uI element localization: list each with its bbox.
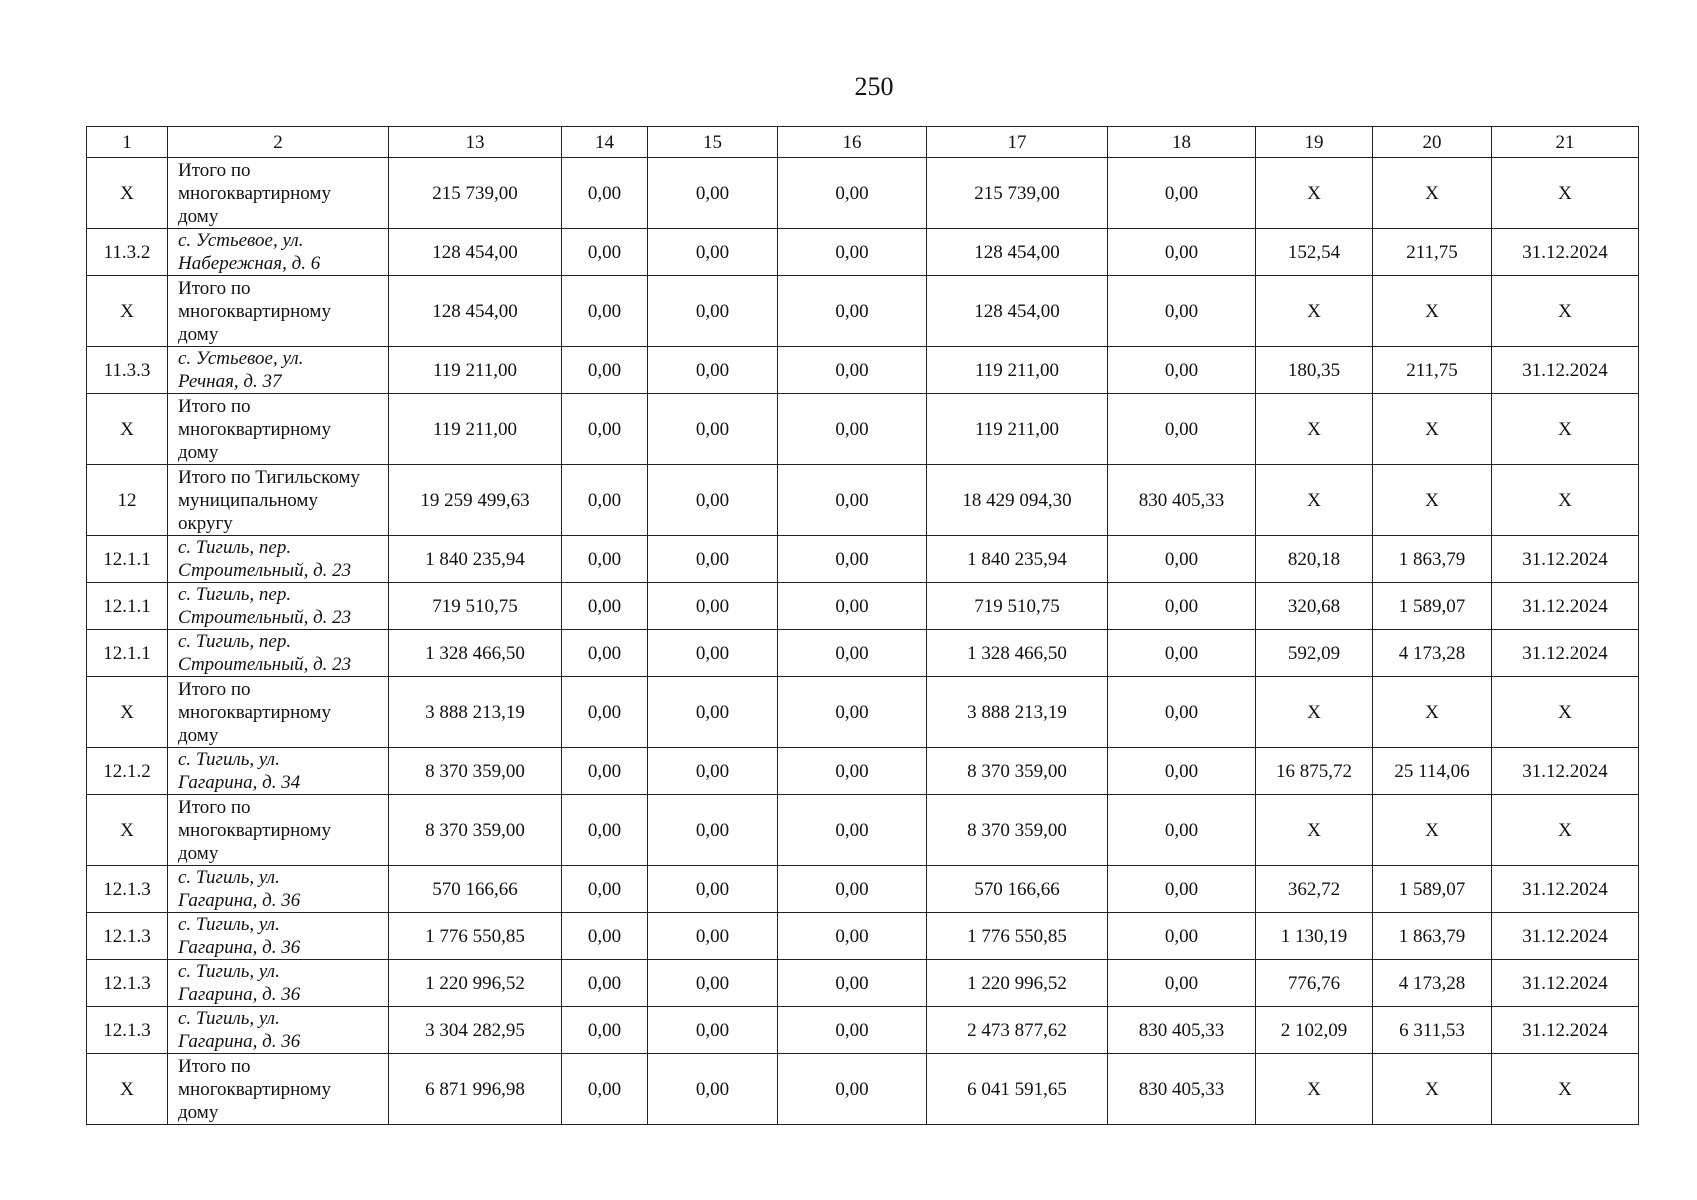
value-cell: 152,54 <box>1256 229 1373 276</box>
value-cell: 0,00 <box>778 347 927 394</box>
value-cell: 1 776 550,85 <box>389 913 562 960</box>
value-cell: 0,00 <box>648 1007 778 1054</box>
table-row <box>87 583 1639 630</box>
value-cell: 1 863,79 <box>1373 913 1492 960</box>
row-number-cell: 11.3.2 <box>87 229 168 276</box>
value-cell: 0,00 <box>562 347 648 394</box>
value-cell: 1 130,19 <box>1256 913 1373 960</box>
value-cell: 830 405,33 <box>1108 1007 1256 1054</box>
address-cell: с. Тигиль, пер. Строительный, д. 23 <box>168 583 389 630</box>
row-number-cell: X <box>87 394 168 465</box>
value-cell: 31.12.2024 <box>1492 748 1639 795</box>
value-cell: 0,00 <box>562 536 648 583</box>
value-cell: 119 211,00 <box>389 347 562 394</box>
total-label-cell: Итого по многоквартирному дому <box>168 158 389 229</box>
row-number-cell: 12.1.1 <box>87 583 168 630</box>
value-cell: 0,00 <box>778 795 927 866</box>
row-number-cell: 12.1.3 <box>87 960 168 1007</box>
total-row <box>87 1054 1639 1125</box>
value-cell: 0,00 <box>778 748 927 795</box>
value-cell: X <box>1492 394 1639 465</box>
value-cell: 6 311,53 <box>1373 1007 1492 1054</box>
value-cell: 31.12.2024 <box>1492 1007 1639 1054</box>
row-number-cell: X <box>87 158 168 229</box>
value-cell: 3 304 282,95 <box>389 1007 562 1054</box>
value-cell: 215 739,00 <box>927 158 1108 229</box>
value-cell: X <box>1373 465 1492 536</box>
total-label-cell: Итого по многоквартирному дому <box>168 795 389 866</box>
value-cell: 0,00 <box>778 229 927 276</box>
value-cell: 2 102,09 <box>1256 1007 1373 1054</box>
value-cell: X <box>1256 1054 1373 1125</box>
value-cell: 0,00 <box>648 158 778 229</box>
total-label-cell: Итого по многоквартирному дому <box>168 394 389 465</box>
value-cell: 0,00 <box>1108 795 1256 866</box>
value-cell: 0,00 <box>1108 630 1256 677</box>
value-cell: 211,75 <box>1373 347 1492 394</box>
value-cell: 0,00 <box>778 536 927 583</box>
value-cell: 0,00 <box>648 677 778 748</box>
value-cell: 8 370 359,00 <box>927 748 1108 795</box>
table-row <box>87 630 1639 677</box>
value-cell: 0,00 <box>648 630 778 677</box>
value-cell: 320,68 <box>1256 583 1373 630</box>
value-cell: 4 173,28 <box>1373 630 1492 677</box>
row-number-cell: 12.1.2 <box>87 748 168 795</box>
page-number: 250 <box>854 72 894 101</box>
value-cell: X <box>1373 795 1492 866</box>
value-cell: 0,00 <box>1108 913 1256 960</box>
value-cell: X <box>1492 158 1639 229</box>
value-cell: 0,00 <box>562 1007 648 1054</box>
value-cell: 0,00 <box>562 960 648 1007</box>
row-number-cell: 11.3.3 <box>87 347 168 394</box>
value-cell: X <box>1373 158 1492 229</box>
value-cell: 0,00 <box>648 866 778 913</box>
value-cell: 1 220 996,52 <box>389 960 562 1007</box>
value-cell: 119 211,00 <box>927 394 1108 465</box>
value-cell: 18 429 094,30 <box>927 465 1108 536</box>
total-label-cell: Итого по Тигильскому муниципальному округу <box>168 465 389 536</box>
total-row <box>87 677 1639 748</box>
value-cell: X <box>1256 394 1373 465</box>
value-cell: 0,00 <box>562 677 648 748</box>
value-cell: 0,00 <box>778 394 927 465</box>
column-header: 17 <box>927 127 1108 158</box>
column-header: 16 <box>778 127 927 158</box>
table-row <box>87 913 1639 960</box>
total-row <box>87 394 1639 465</box>
value-cell: 830 405,33 <box>1108 1054 1256 1125</box>
value-cell: 0,00 <box>562 583 648 630</box>
value-cell: 592,09 <box>1256 630 1373 677</box>
value-cell: 362,72 <box>1256 866 1373 913</box>
row-number-cell: 12.1.3 <box>87 913 168 960</box>
value-cell: 8 370 359,00 <box>389 748 562 795</box>
address-cell: с. Тигиль, ул. Гагарина, д. 34 <box>168 748 389 795</box>
row-number-cell: 12.1.1 <box>87 536 168 583</box>
column-header: 18 <box>1108 127 1256 158</box>
value-cell: 0,00 <box>778 960 927 1007</box>
value-cell: 0,00 <box>778 1007 927 1054</box>
address-cell: с. Тигиль, ул. Гагарина, д. 36 <box>168 960 389 1007</box>
value-cell: 1 863,79 <box>1373 536 1492 583</box>
value-cell: 0,00 <box>648 276 778 347</box>
value-cell: 19 259 499,63 <box>389 465 562 536</box>
value-cell: 0,00 <box>562 229 648 276</box>
value-cell: 31.12.2024 <box>1492 583 1639 630</box>
value-cell: 25 114,06 <box>1373 748 1492 795</box>
value-cell: 0,00 <box>1108 536 1256 583</box>
row-number-cell: X <box>87 276 168 347</box>
table-row <box>87 960 1639 1007</box>
table-body <box>87 158 1639 1125</box>
column-header: 2 <box>168 127 389 158</box>
value-cell: X <box>1256 795 1373 866</box>
row-number-cell: X <box>87 1054 168 1125</box>
value-cell: 211,75 <box>1373 229 1492 276</box>
value-cell: 719 510,75 <box>927 583 1108 630</box>
table-row <box>87 229 1639 276</box>
column-header: 19 <box>1256 127 1373 158</box>
value-cell: X <box>1256 677 1373 748</box>
value-cell: 0,00 <box>648 795 778 866</box>
value-cell: 3 888 213,19 <box>389 677 562 748</box>
column-header: 14 <box>562 127 648 158</box>
value-cell: 0,00 <box>648 748 778 795</box>
column-header: 20 <box>1373 127 1492 158</box>
value-cell: 0,00 <box>562 866 648 913</box>
value-cell: 1 328 466,50 <box>389 630 562 677</box>
value-cell: 0,00 <box>562 748 648 795</box>
total-row <box>87 465 1639 536</box>
table-row <box>87 866 1639 913</box>
value-cell: 0,00 <box>648 465 778 536</box>
value-cell: 0,00 <box>1108 677 1256 748</box>
value-cell: 0,00 <box>778 465 927 536</box>
value-cell: 0,00 <box>562 795 648 866</box>
value-cell: 570 166,66 <box>389 866 562 913</box>
total-label-cell: Итого по многоквартирному дому <box>168 1054 389 1125</box>
value-cell: 6 871 996,98 <box>389 1054 562 1125</box>
value-cell: 0,00 <box>562 394 648 465</box>
value-cell: 0,00 <box>562 630 648 677</box>
value-cell: 0,00 <box>778 913 927 960</box>
value-cell: 128 454,00 <box>927 229 1108 276</box>
address-cell: с. Тигиль, ул. Гагарина, д. 36 <box>168 913 389 960</box>
value-cell: 0,00 <box>648 960 778 1007</box>
value-cell: 0,00 <box>1108 158 1256 229</box>
header-row <box>87 127 1639 158</box>
value-cell: 0,00 <box>778 866 927 913</box>
column-header: 13 <box>389 127 562 158</box>
value-cell: 215 739,00 <box>389 158 562 229</box>
value-cell: X <box>1256 465 1373 536</box>
value-cell: 0,00 <box>1108 748 1256 795</box>
value-cell: 0,00 <box>562 1054 648 1125</box>
value-cell: 0,00 <box>648 536 778 583</box>
value-cell: 1 776 550,85 <box>927 913 1108 960</box>
value-cell: 830 405,33 <box>1108 465 1256 536</box>
address-cell: с. Тигиль, пер. Строительный, д. 23 <box>168 536 389 583</box>
value-cell: 0,00 <box>1108 394 1256 465</box>
value-cell: 16 875,72 <box>1256 748 1373 795</box>
value-cell: 0,00 <box>562 276 648 347</box>
value-cell: X <box>1373 1054 1492 1125</box>
value-cell: 8 370 359,00 <box>389 795 562 866</box>
value-cell: 31.12.2024 <box>1492 866 1639 913</box>
value-cell: 1 840 235,94 <box>389 536 562 583</box>
value-cell: 3 888 213,19 <box>927 677 1108 748</box>
value-cell: 0,00 <box>778 583 927 630</box>
value-cell: X <box>1492 1054 1639 1125</box>
value-cell: X <box>1492 276 1639 347</box>
value-cell: 128 454,00 <box>389 276 562 347</box>
value-cell: 0,00 <box>778 276 927 347</box>
value-cell: 6 041 591,65 <box>927 1054 1108 1125</box>
row-number-cell: 12.1.1 <box>87 630 168 677</box>
value-cell: 0,00 <box>562 465 648 536</box>
value-cell: 31.12.2024 <box>1492 536 1639 583</box>
value-cell: 119 211,00 <box>389 394 562 465</box>
value-cell: X <box>1492 465 1639 536</box>
column-header: 15 <box>648 127 778 158</box>
value-cell: 8 370 359,00 <box>927 795 1108 866</box>
value-cell: 0,00 <box>562 158 648 229</box>
total-label-cell: Итого по многоквартирному дому <box>168 677 389 748</box>
value-cell: 2 473 877,62 <box>927 1007 1108 1054</box>
value-cell: 0,00 <box>1108 960 1256 1007</box>
value-cell: 180,35 <box>1256 347 1373 394</box>
data-table <box>86 126 1639 1125</box>
row-number-cell: 12.1.3 <box>87 1007 168 1054</box>
value-cell: 1 220 996,52 <box>927 960 1108 1007</box>
value-cell: 31.12.2024 <box>1492 347 1639 394</box>
value-cell: 0,00 <box>1108 276 1256 347</box>
table-row <box>87 347 1639 394</box>
row-number-cell: X <box>87 677 168 748</box>
total-row <box>87 795 1639 866</box>
total-row <box>87 158 1639 229</box>
value-cell: 1 328 466,50 <box>927 630 1108 677</box>
value-cell: 776,76 <box>1256 960 1373 1007</box>
value-cell: 0,00 <box>648 394 778 465</box>
value-cell: 0,00 <box>1108 229 1256 276</box>
address-cell: с. Тигиль, ул. Гагарина, д. 36 <box>168 1007 389 1054</box>
value-cell: 0,00 <box>648 229 778 276</box>
value-cell: X <box>1256 158 1373 229</box>
value-cell: 4 173,28 <box>1373 960 1492 1007</box>
value-cell: 0,00 <box>778 630 927 677</box>
value-cell: 1 589,07 <box>1373 866 1492 913</box>
row-number-cell: X <box>87 795 168 866</box>
column-header: 1 <box>87 127 168 158</box>
column-header: 21 <box>1492 127 1639 158</box>
value-cell: 0,00 <box>1108 347 1256 394</box>
value-cell: 0,00 <box>648 583 778 630</box>
value-cell: 0,00 <box>562 913 648 960</box>
value-cell: 128 454,00 <box>389 229 562 276</box>
value-cell: 1 589,07 <box>1373 583 1492 630</box>
value-cell: 0,00 <box>778 158 927 229</box>
value-cell: 0,00 <box>648 347 778 394</box>
value-cell: 0,00 <box>1108 866 1256 913</box>
value-cell: X <box>1373 276 1492 347</box>
value-cell: 31.12.2024 <box>1492 960 1639 1007</box>
value-cell: 0,00 <box>648 913 778 960</box>
address-cell: с. Устьевое, ул. Набережная, д. 6 <box>168 229 389 276</box>
value-cell: 820,18 <box>1256 536 1373 583</box>
value-cell: 0,00 <box>1108 583 1256 630</box>
table-row <box>87 748 1639 795</box>
value-cell: X <box>1373 394 1492 465</box>
value-cell: 119 211,00 <box>927 347 1108 394</box>
value-cell: X <box>1492 677 1639 748</box>
value-cell: 0,00 <box>648 1054 778 1125</box>
value-cell: 31.12.2024 <box>1492 913 1639 960</box>
value-cell: 31.12.2024 <box>1492 229 1639 276</box>
address-cell: с. Тигиль, ул. Гагарина, д. 36 <box>168 866 389 913</box>
value-cell: X <box>1256 276 1373 347</box>
value-cell: 570 166,66 <box>927 866 1108 913</box>
table-row <box>87 536 1639 583</box>
value-cell: 719 510,75 <box>389 583 562 630</box>
row-number-cell: 12 <box>87 465 168 536</box>
total-row <box>87 276 1639 347</box>
total-label-cell: Итого по многоквартирному дому <box>168 276 389 347</box>
table-row <box>87 1007 1639 1054</box>
value-cell: 1 840 235,94 <box>927 536 1108 583</box>
address-cell: с. Тигиль, пер. Строительный, д. 23 <box>168 630 389 677</box>
value-cell: 31.12.2024 <box>1492 630 1639 677</box>
address-cell: с. Устьевое, ул. Речная, д. 37 <box>168 347 389 394</box>
value-cell: 128 454,00 <box>927 276 1108 347</box>
value-cell: 0,00 <box>778 677 927 748</box>
row-number-cell: 12.1.3 <box>87 866 168 913</box>
value-cell: X <box>1373 677 1492 748</box>
value-cell: X <box>1492 795 1639 866</box>
value-cell: 0,00 <box>778 1054 927 1125</box>
